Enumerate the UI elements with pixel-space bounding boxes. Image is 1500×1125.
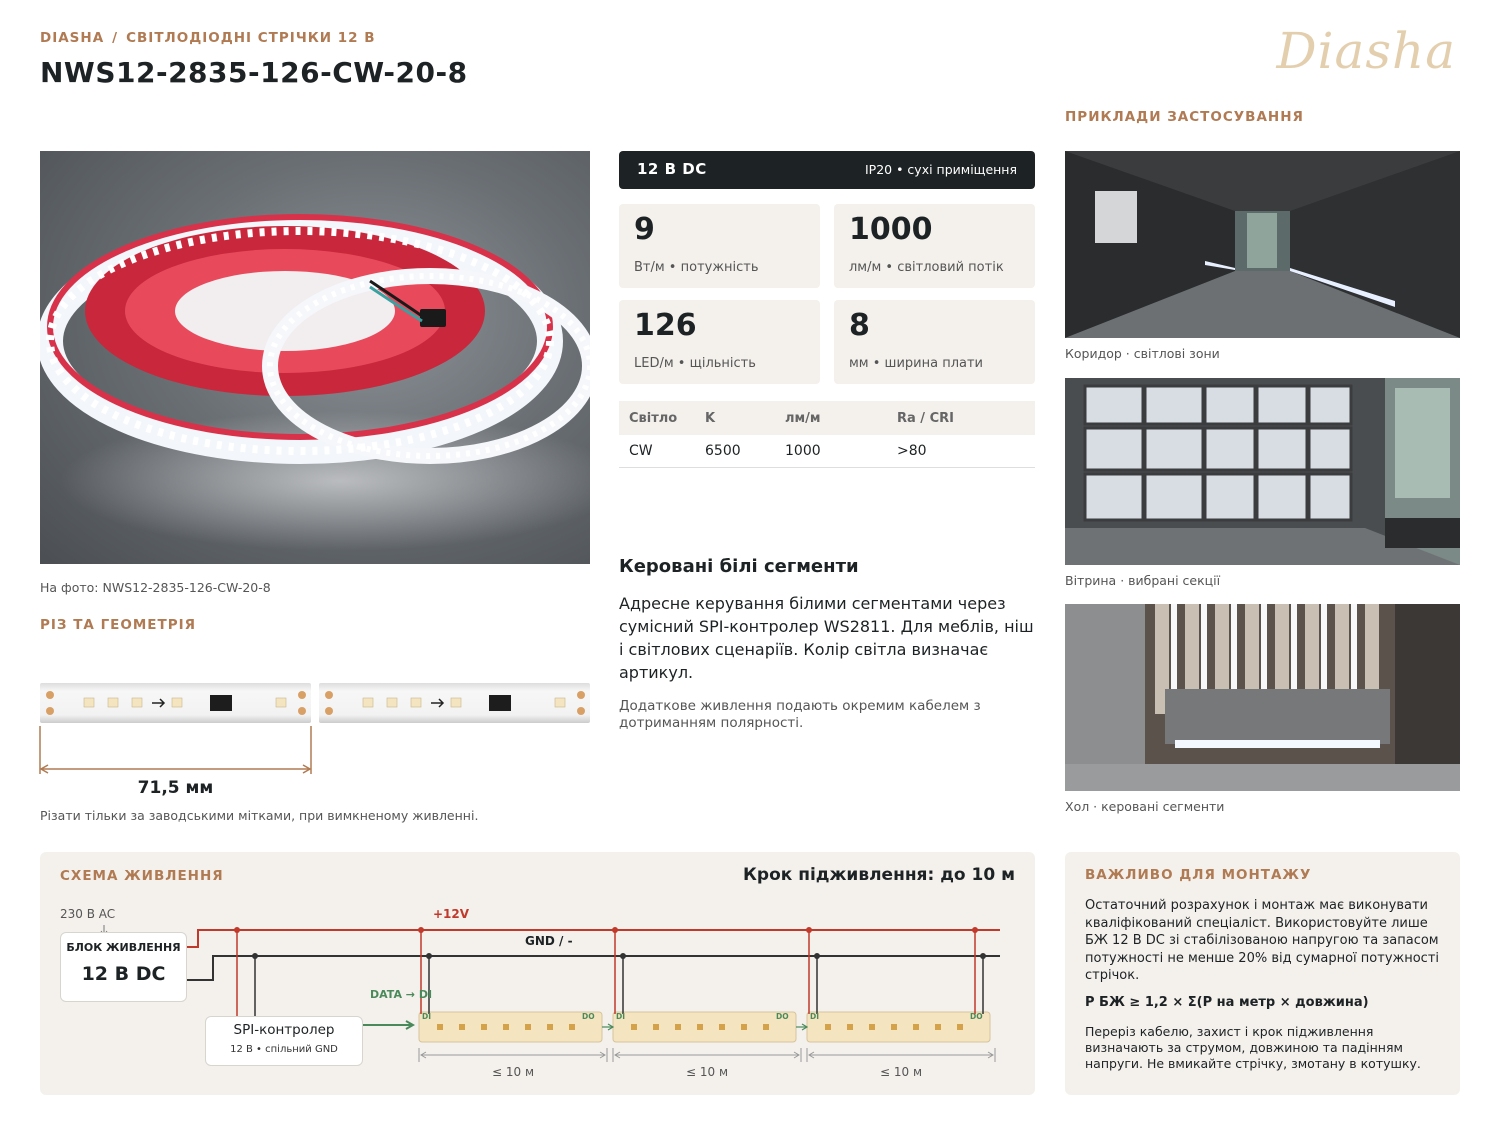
breadcrumb xyxy=(40,30,376,46)
mounting-text: Остаточний розрахунок і монтаж має виконувати кваліфікований спеціаліст. Використовуйте лише БЖ 12 В DC зі стабілізованою напругою та запасом потужності не менше 20% від сумарної потужності стрічок. xyxy=(1085,898,1440,983)
segment-do-label: DO xyxy=(582,1012,595,1021)
controller-box xyxy=(205,1016,363,1066)
segment-length-label: ≤ 10 м xyxy=(879,1065,922,1079)
applications-heading: ПРИКЛАДИ ЗАСТОСУВАННЯ xyxy=(1065,109,1304,125)
spec-card-label: LED/м • щільність xyxy=(634,356,756,371)
strip-segment-graphic xyxy=(319,683,590,723)
strip-segment-graphic xyxy=(40,683,311,723)
protection-label: IP20 • сухі приміщення xyxy=(864,162,1017,177)
brand-logo: Diasha xyxy=(1276,22,1456,80)
controller-label: SPI-контролер xyxy=(233,1022,335,1038)
description-text: Адресне керування білими сегментами через сумісний SPI-контролер WS2811. Для меблів, ніш і світлових сценаріїв. Колір світла визначає артикул. xyxy=(619,594,1034,682)
breadcrumb-category[interactable]: СВІТЛОДІОДНІ СТРІЧКИ 12 В xyxy=(126,30,376,46)
feed-step: Крок підживлення: до 10 м xyxy=(743,865,1015,885)
spec-card-value: 1000 xyxy=(849,212,933,247)
column-header: K xyxy=(695,401,775,435)
column-header: лм/м xyxy=(775,401,887,435)
spec-card-flux xyxy=(834,204,1035,288)
table-cell: 1000 xyxy=(775,435,887,468)
segment-do-label: DO xyxy=(776,1012,789,1021)
breadcrumb-separator: / xyxy=(112,30,119,46)
segment-do-label: DO xyxy=(970,1012,983,1021)
cut-note: Різати тільки за заводськими мітками, при вимкненому живленні. xyxy=(40,808,479,823)
showcase-illustration xyxy=(1065,378,1460,565)
table-cell: 6500 xyxy=(695,435,775,468)
application-photo-hall xyxy=(1065,604,1460,791)
table-row xyxy=(619,435,1035,468)
spec-card-width xyxy=(834,300,1035,384)
table-header-row xyxy=(619,401,1035,435)
segment-length-label: ≤ 10 м xyxy=(685,1065,728,1079)
mounting-formula: P БЖ ≥ 1,2 × Σ(P на метр × довжина) xyxy=(1085,995,1369,1010)
spec-bar xyxy=(619,151,1035,189)
power-supply-label: БЛОК ЖИВЛЕННЯ xyxy=(66,941,181,954)
spec-card-value: 9 xyxy=(634,212,655,247)
breadcrumb-brand[interactable]: DIASHA xyxy=(40,30,105,46)
power-supply-box xyxy=(60,932,187,1002)
ac-input-label: 230 В AC xyxy=(60,907,116,921)
cut-length-dimension xyxy=(36,726,318,776)
column-header: Ra / CRI xyxy=(887,401,1035,435)
hall-illustration xyxy=(1065,604,1460,791)
mounting-note: Переріз кабелю, захист і крок підживлення визначають за струмом, довжиною та падінням напруги. Не вмикайте стрічку, змотану в котушку. xyxy=(1085,1024,1421,1071)
wiring-heading: СХЕМА ЖИВЛЕННЯ xyxy=(60,868,224,884)
mounting-heading: ВАЖЛИВО ДЛЯ МОНТАЖУ xyxy=(1085,867,1312,883)
voltage-label: 12 В DC xyxy=(637,160,707,178)
application-caption: Коридор · світлові зони xyxy=(1065,346,1220,361)
product-photo xyxy=(40,151,590,564)
spec-card-value: 8 xyxy=(849,308,870,343)
spec-table xyxy=(619,401,1035,468)
column-header: Світло xyxy=(619,401,695,435)
table-cell: CW xyxy=(619,435,695,468)
spec-card-label: мм • ширина плати xyxy=(849,356,983,371)
gnd-line-label: GND / - xyxy=(525,934,573,948)
power-supply-value: 12 В DC xyxy=(81,963,166,985)
spec-card-power xyxy=(619,204,820,288)
cut-length-value: 71,5 мм xyxy=(137,778,214,798)
spec-card-value: 126 xyxy=(634,308,697,343)
plus-line-label: +12V xyxy=(433,907,470,921)
hero-caption: На фото: NWS12-2835-126-CW-20-8 xyxy=(40,580,271,595)
segment-di-label: DI xyxy=(810,1012,820,1021)
segment-di-label: DI xyxy=(616,1012,626,1021)
page-title: NWS12-2835-126-CW-20-8 xyxy=(40,56,468,89)
corridor-illustration xyxy=(1065,151,1460,338)
wiring-diagram xyxy=(40,852,1035,1095)
spec-card-density xyxy=(619,300,820,384)
controller-sub: 12 В • спільний GND xyxy=(230,1044,338,1055)
spec-card-label: лм/м • світловий потік xyxy=(849,260,1004,275)
segment-length-label: ≤ 10 м xyxy=(491,1065,534,1079)
cutting-heading: РІЗ ТА ГЕОМЕТРІЯ xyxy=(40,617,197,633)
data-line-label: DATA → DI xyxy=(370,988,433,1001)
application-photo-corridor xyxy=(1065,151,1460,338)
description-note: Додаткове живлення подають окремим кабелем з дотриманням полярності. xyxy=(619,698,981,731)
led-reel-illustration xyxy=(40,151,590,564)
application-caption: Хол · керовані сегменти xyxy=(1065,799,1225,814)
table-cell: >80 xyxy=(887,435,1035,468)
application-photo-showcase xyxy=(1065,378,1460,565)
description-heading: Керовані білі сегменти xyxy=(619,556,859,577)
segment-di-label: DI xyxy=(422,1012,432,1021)
application-caption: Вітрина · вибрані секції xyxy=(1065,573,1221,588)
spec-card-label: Вт/м • потужність xyxy=(634,260,759,275)
strip-segment-1 xyxy=(40,683,311,723)
strip-segment-2 xyxy=(319,683,590,723)
